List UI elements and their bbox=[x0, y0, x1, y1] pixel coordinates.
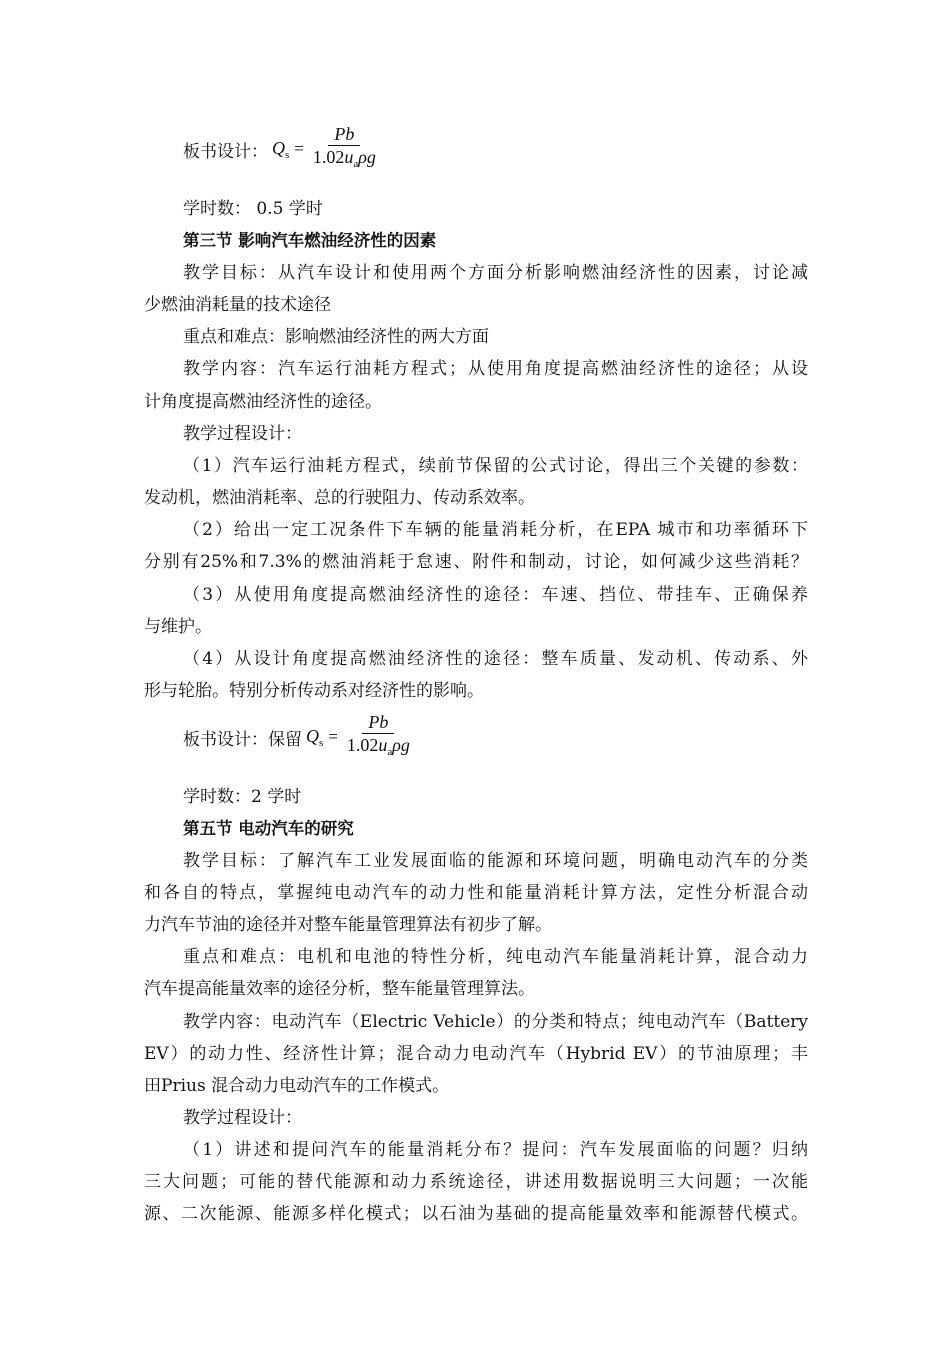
s3-point-1-line-1: （1）汽车运行油耗方程式，续前节保留的公式讨论，得出三个关键的参数： bbox=[183, 456, 808, 476]
s5-content-line-1: 教学内容：电动汽车（Electric Vehicle）的分类和特点；纯电动汽车（Battery bbox=[183, 1012, 808, 1032]
board-design-2 bbox=[183, 712, 414, 762]
s5-content-line-2: EV）的动力性、经济性计算；混合动力电动汽车（Hybrid EV）的节油原理；丰 bbox=[144, 1044, 808, 1064]
class-hours-2: 学时数：2 学时 bbox=[183, 787, 302, 807]
formula-numerator: Pb bbox=[362, 712, 394, 734]
s3-point-1-line-2: 发动机，燃油消耗率、总的行驶阻力、传动系效率。 bbox=[144, 488, 535, 508]
formula-denominator: $1.02u_a\rho g$ bbox=[346, 734, 410, 758]
s5-key-line-1: 重点和难点：电机和电池的特性分析，纯电动汽车能量消耗计算，混合动力 bbox=[183, 947, 808, 967]
s5-goal-line-3: 力汽车节油的途径并对整车能量管理算法有初步了解。 bbox=[144, 915, 552, 935]
formula-fraction bbox=[309, 124, 380, 175]
board-design-label: 板书设计： bbox=[183, 141, 268, 162]
s5-goal-line-1: 教学目标：了解汽车工业发展面临的能源和环境问题，明确电动汽车的分类 bbox=[183, 851, 808, 871]
s3-point-4-line-1: （4）从设计角度提高燃油经济性的途径：整车质量、发动机、传动系、外 bbox=[183, 649, 808, 669]
formula-equals: = bbox=[294, 139, 304, 158]
s3-point-3-line-2: 与维护。 bbox=[144, 617, 212, 637]
section-5-title: 第五节 电动汽车的研究 bbox=[183, 819, 354, 838]
s3-key-points: 重点和难点：影响燃油经济性的两大方面 bbox=[183, 327, 489, 347]
formula-denominator: $1.02u_a\rho g$ bbox=[312, 146, 376, 170]
formula-fraction bbox=[343, 712, 414, 763]
formula-lhs: $Q_s$ bbox=[272, 137, 290, 161]
s5-goal-line-2: 和各自的特点，掌握纯电动汽车的动力性和能量消耗计算方法，定性分析混合动 bbox=[144, 883, 808, 903]
fuel-consumption-formula bbox=[272, 124, 380, 175]
fuel-consumption-formula bbox=[306, 712, 414, 763]
s5-point-1-line-1: （1）讲述和提问汽车的能量消耗分布？提问：汽车发展面临的问题？归纳 bbox=[183, 1140, 808, 1160]
s5-point-1-line-2: 三大问题；可能的替代能源和动力系统途径，讲述用数据说明三大问题；一次能 bbox=[144, 1172, 808, 1192]
s5-point-1-line-3: 源、二次能源、能源多样化模式；以石油为基础的提高能量效率和能源替代模式。 bbox=[144, 1204, 808, 1224]
class-hours-1: 学时数： 0.5 学时 bbox=[183, 199, 323, 219]
s3-process-heading: 教学过程设计： bbox=[183, 424, 302, 444]
s3-point-2-line-1: （2）给出一定工况条件下车辆的能量消耗分析，在EPA 城市和功率循环下 bbox=[183, 520, 808, 540]
section-3-title: 第三节 影响汽车燃油经济性的因素 bbox=[183, 231, 437, 250]
s3-content-line-1: 教学内容：汽车运行油耗方程式；从使用角度提高燃油经济性的途径；从设 bbox=[183, 359, 808, 379]
s3-goal-line-1: 教学目标：从汽车设计和使用两个方面分析影响燃油经济性的因素，讨论减 bbox=[183, 263, 808, 283]
formula-lhs: $Q_s$ bbox=[306, 725, 324, 749]
formula-numerator: Pb bbox=[328, 124, 360, 146]
s3-content-line-2: 计角度提高燃油经济性的途径。 bbox=[144, 392, 382, 412]
board-design-label: 板书设计：保留 bbox=[183, 729, 302, 750]
formula-equals: = bbox=[328, 727, 338, 746]
s3-point-2-line-2: 分别有25%和7.3%的燃油消耗于怠速、附件和制动，讨论，如何减少这些消耗？ bbox=[144, 552, 808, 572]
s3-point-4-line-2: 形与轮胎。特别分析传动系对经济性的影响。 bbox=[144, 681, 484, 701]
s3-goal-line-2: 少燃油消耗量的技术途径 bbox=[144, 295, 331, 315]
s5-key-line-2: 汽车提高能量效率的途径分析，整车能量管理算法。 bbox=[144, 979, 535, 999]
s5-process-heading: 教学过程设计： bbox=[183, 1108, 302, 1128]
s5-content-line-3: 田Prius 混合动力电动汽车的工作模式。 bbox=[144, 1076, 450, 1096]
board-design-1 bbox=[183, 124, 380, 174]
s3-point-3-line-1: （3）从使用角度提高燃油经济性的途径：车速、挡位、带挂车、正确保养 bbox=[183, 585, 808, 605]
